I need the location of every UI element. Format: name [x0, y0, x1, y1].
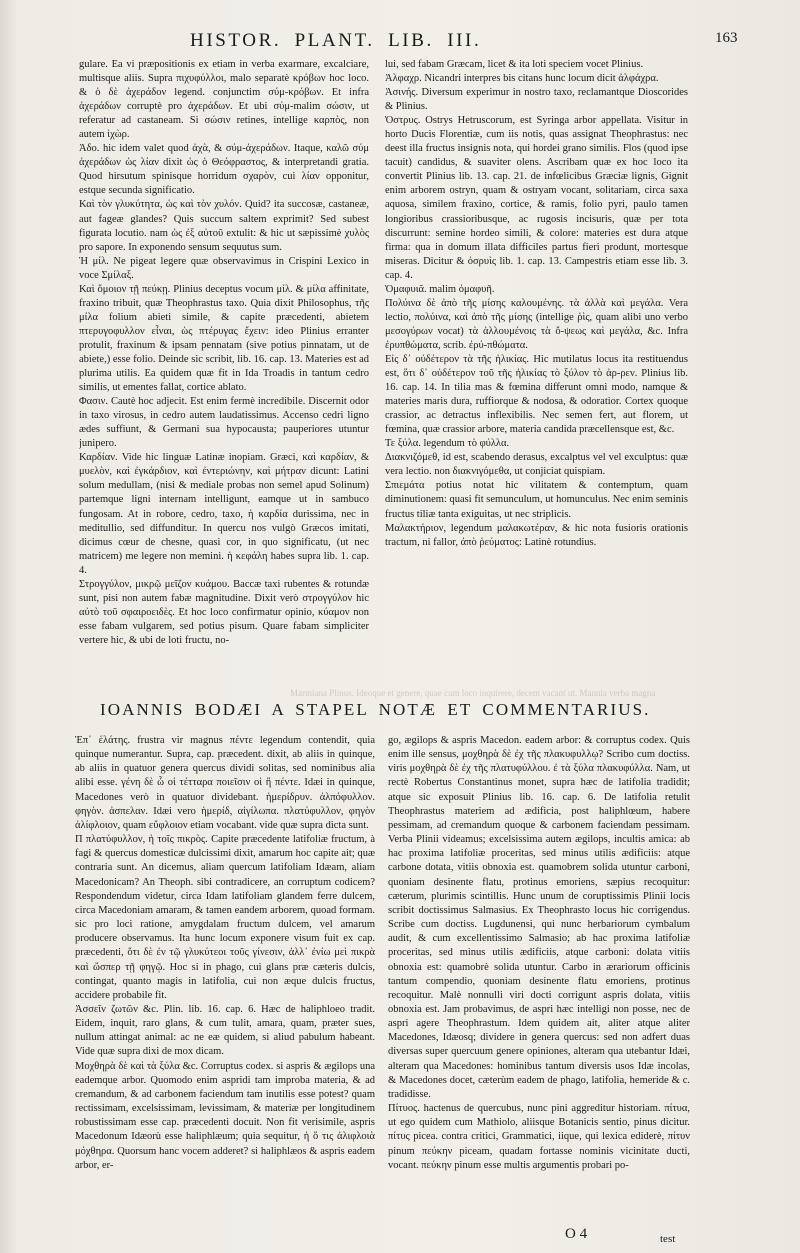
signature-mark: O 4	[565, 1226, 588, 1242]
paragraph: Ἀδο. hic idem valet quod ἀχὰ, & σύμ-ἀχεράδων. Itaque, καλῶ σύμ ἀχεράδων ὡς λίαν dixit ὡς ὁ Θεόφραστος, & interpretandi gratia. Quod hirsutum spinisque horridum σχαρὸν, cui λίαν opponitur, estque secunda significatio.	[79, 143, 369, 197]
paragraph: Καρδίαν. Vide hic linguæ Latinæ inopiam. Græci, καὶ καρδίαν, & μυελὸν, καὶ ἐγκάρδιον, καὶ ἐντεριώνην, καὶ μήτραν dicunt: Latini solum medullam, (nisi & mediale probas non semel apud Solinum) partemque ligni internam intelligunt, eamque ut in sambuco fungosam. At in robore, cedro, taxo, ἡ καρδία durissima, nec in meditullio, sed diffunditur. In quercu nos vulgò Græcos imitati, dicimus cœur de chesne, quasi cor, in quo significatu, (ut nec matricem) me legere non memini. ἡ κεφάλη habes supra lib. 1. cap. 4.	[79, 452, 369, 576]
paragraph: gulare. Ea vi præpositionis ex etiam in verba exarmare, excalciare, multisque aliis. Supra πιχυφύλλοι, malo separatè κρόβων hoc loco. & ὁ δὲ ἀχεράδον legend. conjunctim σύμ-κρόβων. Et infra ἀχεράδων corruptè pro ἀχεράδων. Et ubi σύμ-malim σώσιν, ut referatur ad castaneam. Si σώσιν retines, intellige καρπὸς, non autem ἰχὼρ.	[79, 59, 369, 141]
paragraph: Ὀστρυς. Ostrys Hetruscorum, est Syringa arbor appellata. Visitur in horto Ducis Florentiæ, cum iis notis, quas assignat Theophrastus: nec deest illa fructus insignis nota, qui hordei grano similis. Flos (quod ipse tacuit) candidus, & suaviter olens. Ascribam quæ ex hoc loco ita convertit Plinius lib. 13. cap. 21. de infœlicibus Græciæ lignis, Gignit enim arborem ostryn, quam & ostryam vocant, solitariam, circa saxa aquosa, similem fraxino, cortice, & ramis, folio pyri, paulo tamen longioribus crassioribusque, ac rugosis incisuris, quæ per tota discurrunt: semine hordeo simili, & colore: materies est dura atque firma: qua in domum illata difficiles partus fieri produnt, mortesque miseras. Dicitur & ὀσρυὶς lib. 1. cap. 13. Campestris etiam esse lib. 3. cap. 4.	[385, 115, 688, 281]
lower-right-column	[388, 734, 690, 1224]
paragraph: Καὶ ὅμοιον τῇ πεύκῃ. Plinius deceptus vocum μίλ. & μίλα affinitate, fraxino tribuit, quæ Theophrastus taxo. Quia dixit Philosophus, τῆς μίλα folium abieti simile, & capite præcedenti, abietem πτερυγοφυλλον εἶναι, ὡς πτέρυγας ἔχειν: ideo Plinius erranter protulit, fraxinum & ipsam pennatam (sive potius pinnatam, ut de abiete,) esse folio. Deinde sic scribit, lib. 16. cap. 13. Materies est ad plurima utilis. Ea quidem quæ fit in Ida Troadis in tantum cedro similis, ut ementes fallat, cortice ablato.	[79, 283, 369, 394]
running-head	[0, 30, 800, 58]
show-through-text: Marmiana Plinus. Ideoque et genere, quae cum loco inquirere, decem vacant ut. Mannia verba magna	[290, 688, 656, 698]
paragraph: go, ægilops & aspris Macedon. eadem arbor: & corruptus codex. Quis enim ille sensus, μοχθηρὰ δὲ ἐχ τῆς πλακυφυλλῳ? Scribo cum doctiss. viris μοχθηρὰ δὲ ἐχ τῆς πλατυφύλλου. ἐ τὰ ξύλα πλακυφύλλα. Nam, ut rectè Robertus Constantinus monet, supra hæc de latifolia tradidit; atque sic exposuit Plinius lib. 16. cap. 6. De latifolia retulit Theophrastus materiem ad ædificia, post haliphlœum, habere pessimam, ad cremandum quoque & carbonem faciendam pessimam. Verba Plinii videamus; excelsissima autem ægilops, incultis amica: ab hac proxima latifoliæ proceritas, sed minus utilis ædificiis: atque carbone dotata, vitiis obnoxia est. quamobrem solida utuntur carboni, quoniam desinente flatu, protinus emoriens, sæpius recoquitur: cæterum, plurimis scintillis. Hunc unum de coruptissimis Plinii locis scribit doctissimus Salmasius. Ex Theophrasto locus hic corrigendus. Scribe cum doctiss. Lugdunensi, qui nunc herbariorum cymbalum audit, & cum excellentissimo Salmasio; ab hac proxima latifoliæ proceritas, sed minus utilis ædificiis, atque carboni: dolata vitiis obnoxia est: quamobrè solida utuntur. Carbo in ærariorum officinis tantum compendio, quoniam desinente flatu emoriens, protinus recoquitur. Malè nonnulli viri docti corrigunt aspris dolata, vitiis obnoxia est. Jam probavimus, de aspri hæc intelligi non posse, nec de aspri agere Theophrastum. Idem quidem ait, aliter atque aliter Macedones, Idæosq; dividere in genera quercus: sed non adfert duas diversas super quercuum genere opiniones, alteram qua utebantur Idæi, alteram qua Macedones: hominibus tantum diversis usos Idæ incolas, & Macedones docet, cæterùm eadem de phago, latifolia, hemeride & c. tradidisse.	[388, 735, 690, 1100]
paragraph: Καὶ τὸν γλυκύτητα, ὡς καὶ τὸν χυλόν. Quid? ita succosæ, castaneæ, aut fageæ glandes? Quis succum saltem exprimit? Sed subest figurata locutio. nam ὡς ἐξ αὐτοῦ extulit: & hic ut sæpissimè χυλὸς pro sapore. In exponendo sensum sequutus sum.	[79, 199, 369, 253]
running-title: HISTOR. PLANT. LIB. III.	[190, 30, 482, 51]
paragraph: Ἀσσεῖν ζωτῶν &c. Plin. lib. 16. cap. 6. Hæc de haliphloeo tradit. Eidem, inquit, raro glans, & cum tulit, amara, quam, præter sues, nullum attingat animal: ac ne eæ quidem, si aliud pabulum habeant. Vide quæ supra dixi de mox dicam.	[75, 1003, 375, 1058]
paragraph: Σπιεμάτα potius notat hic vilitatem & contemptum, quam diminutionem: quasi fit semunculum, ut homunculus. Nec enim seminis fructus tiliæ tanta exiguitas, ut nec striplicis.	[385, 480, 688, 520]
paragraph: Π πλατύφυλλον, ἡ τοῖς πικρὸς. Capite præcedente latifoliæ fructum, à fagi & quercus domesticæ dulcissimi dixit, amarum hoc capite ait; quæ contraria sunt. An dicemus, aliam quercum latifoliam Idæam, aliam Macedonicam? An Theoph. sibi contradicere, an corruptum codicem? Respondendum videtur, circa Idam latifoliam glandem ferre dulcem, circa Macedoniam amaram, & tamen eandem arborem, quoad formam. sic pro loci ratione, amygdalam fructum dulcem, vel amarum producere observamus. Ita hunc locum exponere visum fuit ex cap. præcedenti, ὅτι δὲ ἐν τῷ γλυκύτεοι τοῦς γίνεσιν, ἀλλ᾽ ἐνίω μεὶ πικρὰ καὶ ὤσπερ τῇ φηγῷ. Hoc si in phago, cui glans præ cæteris dulcis, contingat, quanto magis in latifolia, cui non æque dulcis fructus, accidere probabile fit.	[75, 834, 375, 1001]
paragraph: Εἰς δ᾽ οὐδέτερον τὰ τῆς ἡλικίας. Hic mutilatus locus ita restituendus est, ὅτι δ᾽ οὐδέτερον τοῦ τῆς ἡλικίας τὸ ξύλον τὸ ἀρ-ρεν. Plinius lib. 16. cap. 14. In tilia mas & fœmina differunt omni modo, namque & materies maris dura, ruffiorque & nodosa, & odoratior. Cortex quoque crassior, ac detractus inflexibilis. Nec semen fert, aut florem, ut fœmina, quæ crassior arbore, materia candida præcellensque est, &c.	[385, 353, 688, 436]
paragraph: Ὀμαφυιᾶ. malim ὀμαφυῆ.	[385, 283, 495, 295]
paragraph: Ἡ μίλ. Ne pigeat legere quæ observavimus in Crispini Lexico in voce Σμίλαξ.	[79, 255, 369, 281]
section-heading: IOANNIS BODÆI A STAPEL NOTÆ ET COMMENTARIUS.	[100, 700, 651, 719]
paragraph: Φασιν. Cautè hoc adjecit. Est enim fermè incredibile. Discernit odor in taxo virosus, in cedro autem laudatissimus. Accenso cedri ligno ædes suffiunt, & Germani sua hypocausta; pauperiores utuntur junipero.	[79, 396, 369, 450]
paragraph: Τε ξύλα. legendum τὸ φύλλα.	[385, 438, 510, 450]
paragraph: Ἐπ᾽ ἑλάτης. frustra vir magnus πέντε legendum contendit, quia quinque numerantur. Supra, cap. præcedent. dixit, ab aliis in quinque, ab aliis in quatuor genera quercus dividi solitas, sed nominibus alia alibi esse. γένη δὲ ὦ οἱ τέτταρα ποιεῖσιν οἱ ἢ πέντε. Idæi in quinque, Macedones verò in quatuor dividebant. ἡμερίδρυν. ἀλπόφυλλον. φηγὸν. ἀσπελαν. Idæi vero ἡμερίδ, αἰγίλωπα. πλατύφυλλον, φηγὸν ἀλίφλοιον, quam εὔφλοιον etiam vocabant. vide quæ supra dicta sunt.	[75, 735, 375, 831]
lower-left-column	[75, 734, 375, 1224]
paragraph: Ἀσινής. Diversum experimur in nostro taxo, reclamantque Dioscorides & Plinius.	[385, 87, 688, 113]
paragraph: Πίτυος. hactenus de quercubus, nunc pini aggreditur historiam. πίτυα, ut ego quidem cum Mathiolo, aliisque Botanicis sentio, pinus dicitur. πίτυς picea. contra critici, Grammatici, iique, qui lexica ediderè, πίτυν pinum πεύκην piceam, quadam fortasse nominis vicinitate ducti, vocant. πεύκην pinum esse multis argumentis probari po-	[388, 1103, 690, 1171]
paragraph: lui, sed fabam Græcam, licet & ita loti speciem vocet Plinius.	[385, 59, 644, 70]
paragraph: Στρογγύλον, μικρῷ μεῖζον κυάμου. Baccæ taxi rubentes & rotundæ sunt, pisi non autem fabæ magnitudine. Dixit verò στρογγύλον hic αὐτὸ τοῦ σφαιροειδὲς. Et hoc loco confirmatur opinio, κύαμον non esse fabam vulgarem, sed potius pisum. Quare fabam simpliciter vertere hic, & ubi de loti fructu, no-	[79, 578, 369, 646]
upper-right-column	[385, 58, 688, 688]
upper-left-column	[79, 58, 369, 688]
paragraph: Μοχθηρὰ δὲ καὶ τὰ ξύλα &c. Corruptus codex. si aspris & ægilops una eademque arbor. Quomodo enim aspridi tam improba materia, & ad cremandum, & ad carbonem faciendum tam inutilis esse potest? quam rectissimam, excelsissimam, levissimam, & materiæ per longitudinem robustissimam esse cap. præcedenti docuit. Non fit verisimile, aspris Macedonum Idæorù esse haliphlæum; quia sequitur, ἡ ὅ τις ἀλιφλοιὰ μόχθηρα. Quorsum hanc vocem adderet? si haliphlæos & aspris eadem arbor, er-	[75, 1060, 375, 1171]
page-number: 163	[715, 30, 738, 46]
paragraph: Διακνιζόμεθ, id est, scabendo derasus, excalptus vel vel exculptus: quæ vera lectio. non διακνιγόμεθα, ut conjiciat quispiam.	[385, 452, 688, 478]
paragraph: Μαλακτήριον, legendum μαλακωτέραν, & hic nota fusioris orationis tractum, ni fallor, ἀπὸ ῥεύματος: Latinè rotundius.	[385, 522, 688, 548]
paragraph: Ἀλφαχρ. Nicandri interpres bis citans hunc locum dicit ἀλφάχρα.	[385, 73, 659, 85]
paragraph: Πολύινα δὲ ἀπὸ τῆς μίσης καλουμένης. τὰ ἀλλὰ καὶ μεγάλα. Vera lectio, πολύινα, καὶ ἀπὸ τῆς μίσης (intellige ῥὶς, quam alibi uno verbo μεσογύρων vocat) τὰ ἀλλουμένοις τὰ ὄ-ψεως καὶ μεγάλα, &c. Infra ἐρυπθώματα, scrib. ἐρύ-πθώματα.	[385, 297, 688, 351]
catchword: test	[660, 1233, 676, 1245]
